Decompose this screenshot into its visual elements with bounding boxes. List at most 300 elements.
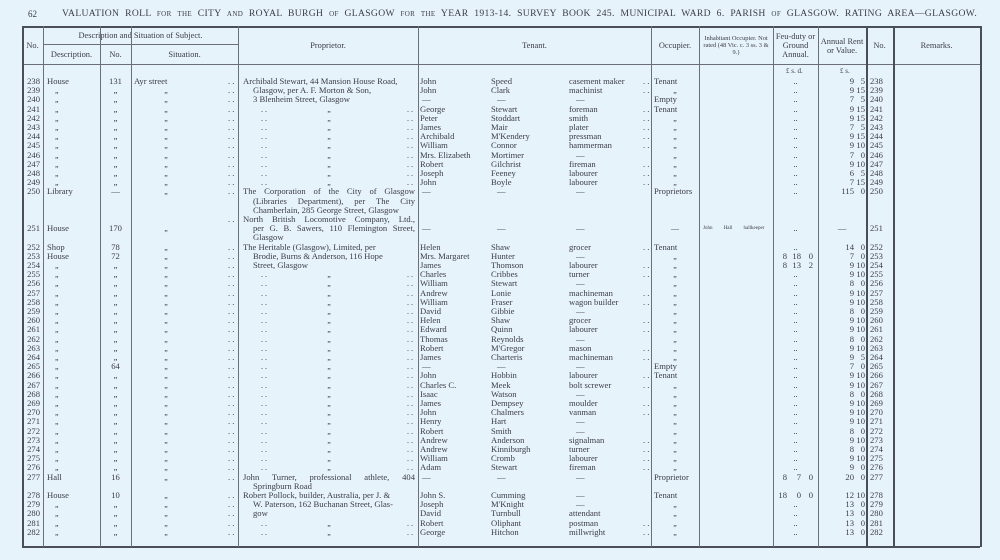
rent-shillings: 10 (856, 398, 865, 408)
feu-duty: .. (793, 140, 798, 151)
situation-leader-dots: . . (228, 278, 235, 289)
situation: „ (164, 353, 168, 362)
occupier: „ (673, 307, 677, 316)
tenant-occupation: — (576, 149, 585, 160)
proprietor-ditto: . . „ . . (243, 279, 415, 288)
house-number: „ (113, 462, 118, 473)
occupier: „ (673, 279, 677, 289)
description: „ (55, 399, 59, 408)
row-number-right: 250 (870, 186, 883, 197)
situation: „ (164, 408, 168, 418)
house-number: „ (113, 499, 118, 510)
situation-leader-dots: . . (228, 168, 235, 178)
row-number-right: 248 (870, 168, 883, 178)
proprietor-ditto: . . „ . . (243, 519, 415, 528)
tenant-occupation: labourer (569, 453, 598, 464)
tenant-surname: Cribbes (491, 269, 518, 280)
tenant-surname: Charteris (491, 352, 523, 362)
tenant-first-name: William (420, 278, 448, 289)
rent-shillings: 15 (856, 131, 865, 142)
feu-duty: .. (793, 306, 798, 316)
feu-shillings: 7 (796, 471, 801, 482)
feu-duty: .. (793, 122, 798, 132)
situation: „ (164, 123, 168, 132)
feu-pounds: 8 (782, 250, 787, 261)
tenant-first-name: Helen (420, 315, 441, 326)
tenant-leader-dots: . . (643, 158, 650, 169)
tenant-first-name: Helen (420, 241, 441, 252)
rent-pounds: 13 (845, 508, 854, 519)
row-number-right: 255 (870, 269, 883, 280)
tenant-occupation: moulder (569, 398, 598, 408)
house-number: „ (113, 260, 118, 270)
proprietor-ditto: . . „ . . (243, 528, 415, 537)
situation: „ (164, 509, 168, 519)
row-number: 261 (27, 324, 40, 335)
tenant-first-name: George (420, 526, 446, 537)
tenant-occupation: — (576, 499, 585, 510)
row-number-right: 254 (870, 260, 883, 270)
row-number-right: 258 (870, 296, 883, 307)
rent-pounds: 9 (849, 76, 854, 86)
tenant-leader-dots: . . (643, 168, 650, 178)
col-header-feu-duty: Feu-duty or Ground Annual. (775, 32, 816, 59)
description: „ (55, 279, 59, 289)
situation-leader-dots: . . (228, 131, 235, 142)
feu-duty: .. (793, 379, 798, 390)
rent-pounds: 7 (849, 361, 854, 372)
situation: „ (164, 435, 168, 445)
row-number: 270 (27, 407, 40, 418)
rent-shillings: 0 (860, 333, 865, 344)
rent-pounds: 9 (849, 269, 854, 280)
occupier: „ (673, 445, 677, 454)
feu-shillings: 18 (792, 250, 801, 261)
tenant-leader-dots: . . (643, 407, 650, 418)
tenant-surname: Shaw (491, 315, 511, 326)
feu-duty: .. (793, 112, 798, 123)
tenant-occupation: grocer (569, 315, 591, 326)
tenant-first-name: Mrs. Elizabeth (420, 149, 471, 160)
tenant-leader-dots: . . (643, 287, 650, 298)
tenant-first-name: — (422, 361, 431, 372)
occupier: Empty (654, 94, 677, 105)
rent-pounds: 9 (849, 140, 854, 151)
rent-pounds: 9 (849, 103, 854, 114)
row-number-right: 271 (870, 416, 883, 427)
tenant-surname: Dempsey (491, 398, 524, 408)
tenant-first-name: Isaac (420, 388, 438, 399)
rent-pounds: 9 (849, 342, 854, 353)
proprietor-ditto: . . „ . . (243, 381, 415, 390)
situation: „ (164, 362, 168, 372)
house-number: „ (113, 140, 118, 151)
row-number: 269 (27, 398, 40, 408)
description: „ (55, 417, 59, 427)
rent-pounds: 9 (849, 407, 854, 418)
row-number: 268 (27, 388, 40, 399)
occupier: Tenant (654, 490, 678, 500)
situation: Ayr street (134, 76, 168, 86)
tenant-leader-dots: . . (643, 324, 650, 335)
proprietor-ditto: . . „ . . (243, 445, 415, 454)
house-number: „ (113, 278, 118, 289)
tenant-first-name: David (420, 306, 442, 316)
tenant-first-name: James (420, 122, 442, 132)
occupier: „ (673, 417, 677, 427)
tenant-occupation: — (576, 186, 585, 197)
tenant-first-name: Mrs. Margaret (420, 250, 470, 261)
tenant-surname: Chalmers (491, 407, 524, 418)
tenant-first-name: Henry (420, 416, 442, 427)
tenant-surname: Shaw (491, 241, 511, 252)
inhabitant-occupier: John Hall hallkeeper (703, 226, 765, 232)
proprietor-line: 3 Blenheim Street, Glasgow (253, 94, 350, 105)
house-number: „ (113, 131, 118, 142)
rent-shillings: 0 (860, 306, 865, 316)
house-number: „ (113, 453, 118, 464)
tenant-first-name: Andrew (420, 434, 448, 445)
rent-shillings: 0 (860, 278, 865, 289)
proprietor-ditto: . . „ . . (243, 123, 415, 132)
rent-shillings: 0 (860, 250, 865, 261)
rent-pounds: 9 (849, 260, 854, 270)
description: „ (55, 178, 59, 188)
situation-leader-dots: . . (228, 260, 235, 270)
situation: „ (164, 454, 168, 464)
tenant-occupation: labourer (569, 168, 598, 178)
feu-shillings: 0 (796, 490, 801, 500)
house-number: „ (113, 333, 118, 344)
table-row (0, 528, 1000, 537)
feu-duty: .. (793, 315, 798, 326)
description: „ (55, 123, 59, 132)
rent-shillings: 0 (860, 471, 865, 482)
col-header-description: Description. (50, 50, 93, 59)
description: „ (55, 454, 59, 464)
proprietor-line: Archibald Stewart, 44 Mansion House Road, (243, 76, 398, 86)
tenant-occupation: — (576, 416, 585, 427)
row-number: 247 (27, 158, 40, 169)
situation: „ (164, 518, 168, 528)
situation-leader-dots: . . (228, 186, 235, 197)
situation: „ (164, 242, 168, 252)
tenant-surname: Boyle (491, 177, 512, 188)
house-number: „ (113, 306, 118, 316)
proprietor-line: Glasgow (253, 232, 284, 243)
feu-pence: 0 (808, 471, 813, 482)
description: „ (55, 325, 59, 335)
rent-pounds: 8 (849, 388, 854, 399)
occupier: „ (673, 426, 677, 436)
col-header-situation: Situation. (168, 50, 201, 59)
house-number: 72 (111, 250, 120, 261)
tenant-occupation: plater (569, 122, 589, 132)
rent-pounds: 8 (849, 333, 854, 344)
proprietor-ditto: . . „ . . (243, 417, 415, 426)
situation: „ (164, 187, 168, 197)
feu-pounds: 8 (782, 260, 787, 270)
row-number-right: 261 (870, 324, 883, 335)
description: „ (55, 159, 59, 169)
situation: „ (164, 399, 168, 408)
occupier: „ (673, 86, 677, 96)
occupier: Tenant (654, 76, 678, 86)
tenant-first-name: John S. (420, 490, 446, 500)
proprietor-ditto: . . „ . . (243, 325, 415, 334)
rent-shillings: 10 (856, 315, 865, 326)
house-number: „ (113, 388, 118, 399)
row-number-right: 245 (870, 140, 883, 151)
row-number: 238 (27, 76, 40, 86)
house-number: „ (113, 168, 118, 178)
occupier: „ (673, 169, 677, 178)
description: „ (55, 270, 59, 280)
feu-duty: .. (793, 425, 798, 436)
tenant-first-name: — (422, 94, 431, 105)
rent-shillings: 10 (856, 416, 865, 427)
feu-duty: .. (793, 444, 798, 454)
tenant-first-name: Robert (420, 342, 444, 353)
tenant-first-name: David (420, 508, 442, 519)
feu-duty: .. (793, 462, 798, 473)
rent-shillings: 0 (860, 388, 865, 399)
table-row (0, 473, 1000, 491)
tenant-first-name: John (420, 76, 437, 86)
tenant-leader-dots: . . (643, 122, 650, 132)
tenant-leader-dots: . . (643, 462, 650, 473)
tenant-surname: Feeney (491, 168, 516, 178)
tenant-occupation: — (576, 278, 585, 289)
tenant-occupation: vanman (569, 407, 597, 418)
row-number: 267 (27, 379, 40, 390)
situation-leader-dots: . . (228, 444, 235, 454)
rent-pounds: 115 (841, 186, 854, 197)
situation-leader-dots: . . (228, 315, 235, 326)
house-number: „ (113, 352, 118, 362)
row-number: 249 (27, 177, 40, 188)
rent-shillings: 15 (856, 177, 865, 188)
description: „ (55, 380, 59, 390)
situation: „ (164, 150, 168, 160)
description: „ (55, 132, 59, 142)
house-number: „ (113, 149, 118, 160)
tenant-occupation: — (576, 333, 585, 344)
row-number: 243 (27, 122, 40, 132)
row-number: 264 (27, 352, 40, 362)
description: „ (55, 500, 59, 510)
situation-leader-dots: . . (228, 324, 235, 335)
row-number-right: 275 (870, 453, 883, 464)
proprietor-ditto: . . „ . . (243, 307, 415, 316)
house-number: „ (113, 94, 118, 105)
rent-pounds: 6 (849, 168, 854, 178)
description: „ (55, 445, 59, 454)
situation: „ (164, 132, 168, 142)
row-number: 254 (27, 260, 40, 270)
occupier: „ (673, 500, 677, 510)
feu-duty: .. (793, 361, 798, 372)
proprietor-line: The Heritable (Glasgow), Limited, per (243, 241, 376, 252)
tenant-first-name: James (420, 352, 442, 362)
row-number: 265 (27, 361, 40, 372)
proprietor-line: North British Locomotive Company, Ltd., (243, 214, 415, 224)
tenant-occupation: turner (569, 269, 590, 280)
situation-leader-dots: . . (228, 379, 235, 390)
rent-shillings: 0 (860, 425, 865, 436)
situation-leader-dots: . . (228, 462, 235, 473)
description: „ (55, 435, 59, 445)
situation-leader-dots: . . (228, 94, 235, 105)
situation-leader-dots: . . (228, 508, 235, 519)
description: House (47, 490, 69, 500)
description: „ (55, 509, 59, 519)
tenant-first-name: John (420, 177, 437, 188)
row-number-right: 243 (870, 122, 883, 132)
occupier: „ (673, 288, 677, 298)
tenant-occupation: casement maker (569, 76, 625, 86)
occupier: „ (673, 399, 677, 408)
occupier: „ (673, 527, 677, 537)
proprietor-ditto: . . „ . . (243, 335, 415, 344)
row-number-right: 244 (870, 131, 883, 142)
rent-pounds: 7 (849, 177, 854, 188)
house-number: „ (113, 342, 118, 353)
proprietor-line: John Turner, professional athlete, 404 (243, 471, 415, 482)
tenant-occupation: — (576, 94, 585, 105)
tenant-occupation: pressman (569, 131, 602, 142)
rent-pounds: 9 (849, 434, 854, 445)
proprietor-line: Robert Pollock, builder, Australia, per J. & (243, 490, 391, 500)
rent-shillings: 10 (856, 260, 865, 270)
rent-pounds: 7 (849, 122, 854, 132)
feu-pounds: 18 (778, 490, 787, 500)
proprietor-ditto: . . „ . . (243, 132, 415, 141)
row-number: 281 (27, 517, 40, 528)
situation: „ (164, 169, 168, 178)
row-number: 279 (27, 499, 40, 510)
row-number-right: 253 (870, 250, 883, 261)
rent-shillings: 0 (860, 444, 865, 454)
description: „ (55, 426, 59, 436)
tenant-occupation: machinist (569, 85, 603, 96)
situation-leader-dots: . . (228, 287, 235, 298)
tenant-leader-dots: . . (643, 352, 650, 362)
occupier: „ (673, 316, 677, 326)
feu-duty: .. (793, 416, 798, 427)
row-number: 275 (27, 453, 40, 464)
tenant-occupation: smith (569, 112, 589, 123)
row-number-right: 272 (870, 425, 883, 436)
feu-duty: .. (793, 287, 798, 298)
house-number: „ (113, 407, 118, 418)
tenant-first-name: John (420, 85, 437, 96)
situation: „ (164, 141, 168, 151)
description: Library (47, 186, 73, 197)
tenant-first-name: John (420, 370, 437, 381)
situation: „ (164, 86, 168, 96)
row-number-right: 263 (870, 342, 883, 353)
situation: „ (164, 343, 168, 353)
tenant-surname: Hart (491, 416, 507, 427)
occupier: „ (673, 325, 677, 335)
rent-pounds: 9 (849, 85, 854, 96)
row-number: 248 (27, 168, 40, 178)
description: „ (55, 150, 59, 160)
row-number-right: 249 (870, 177, 883, 188)
situation-leader-dots: . . (228, 407, 235, 418)
situation-leader-dots: . . (228, 425, 235, 436)
situation: „ (164, 288, 168, 298)
occupier: „ (673, 389, 677, 399)
feu-duty: .. (793, 76, 798, 86)
row-number: 273 (27, 434, 40, 445)
tenant-leader-dots: . . (643, 398, 650, 408)
occupier: „ (673, 463, 677, 473)
tenant-first-name: Adam (420, 462, 442, 473)
feu-duty: .. (793, 158, 798, 169)
rent-shillings: 0 (860, 499, 865, 510)
situation: „ (164, 261, 168, 270)
rent-pounds: 9 (849, 131, 854, 142)
tenant-surname: Quinn (491, 324, 513, 335)
row-number-right: 277 (870, 471, 883, 482)
row-number: 274 (27, 444, 40, 454)
tenant-occupation: mason (569, 342, 592, 353)
proprietor-ditto: . . „ . . (243, 436, 415, 445)
tenant-surname: Stewart (491, 462, 518, 473)
description: Hall (47, 471, 62, 482)
situation-leader-dots: . . (228, 499, 235, 510)
rent-pounds: 13 (845, 526, 854, 537)
situation: „ (164, 307, 168, 316)
proprietor-line: gow (253, 508, 268, 519)
occupier: „ (673, 270, 677, 280)
tenant-leader-dots: . . (643, 296, 650, 307)
row-number-right: 246 (870, 149, 883, 160)
row-number-right: 264 (870, 352, 883, 362)
occupier: „ (673, 141, 677, 151)
occupier: „ (673, 251, 677, 261)
situation-leader-dots: . . (228, 122, 235, 132)
rent-pounds: 9 (849, 324, 854, 335)
row-number-right: 242 (870, 112, 883, 123)
proprietor-line: Chamberlain, 285 George Street, Glasgow (253, 204, 399, 215)
rent-shillings: 15 (856, 103, 865, 114)
proprietor-ditto: . . „ . . (243, 151, 415, 160)
rent-pounds: 9 (849, 287, 854, 298)
proprietor-ditto: . . „ . . (243, 454, 415, 463)
occupier: Proprietors (654, 186, 693, 197)
proprietor-ditto: . . „ . . (243, 160, 415, 169)
tenant-surname: Meek (491, 379, 511, 390)
tenant-occupation: grocer (569, 241, 591, 252)
tenant-first-name: Joseph (420, 499, 444, 510)
tenant-first-name: James (420, 260, 442, 270)
row-number-right: 267 (870, 379, 883, 390)
feu-pence: 0 (808, 490, 813, 500)
proprietor-ditto: . . „ . . (243, 408, 415, 417)
tenant-occupation: bolt screwer (569, 379, 612, 390)
tenant-leader-dots: . . (643, 342, 650, 353)
house-number: 16 (111, 471, 120, 482)
row-number-right: 266 (870, 370, 883, 381)
row-number: 245 (27, 140, 40, 151)
occupier: „ (673, 178, 677, 188)
row-number: 252 (27, 241, 40, 252)
proprietor-ditto: . . „ . . (243, 463, 415, 472)
proprietor-ditto: . . „ . . (243, 270, 415, 279)
